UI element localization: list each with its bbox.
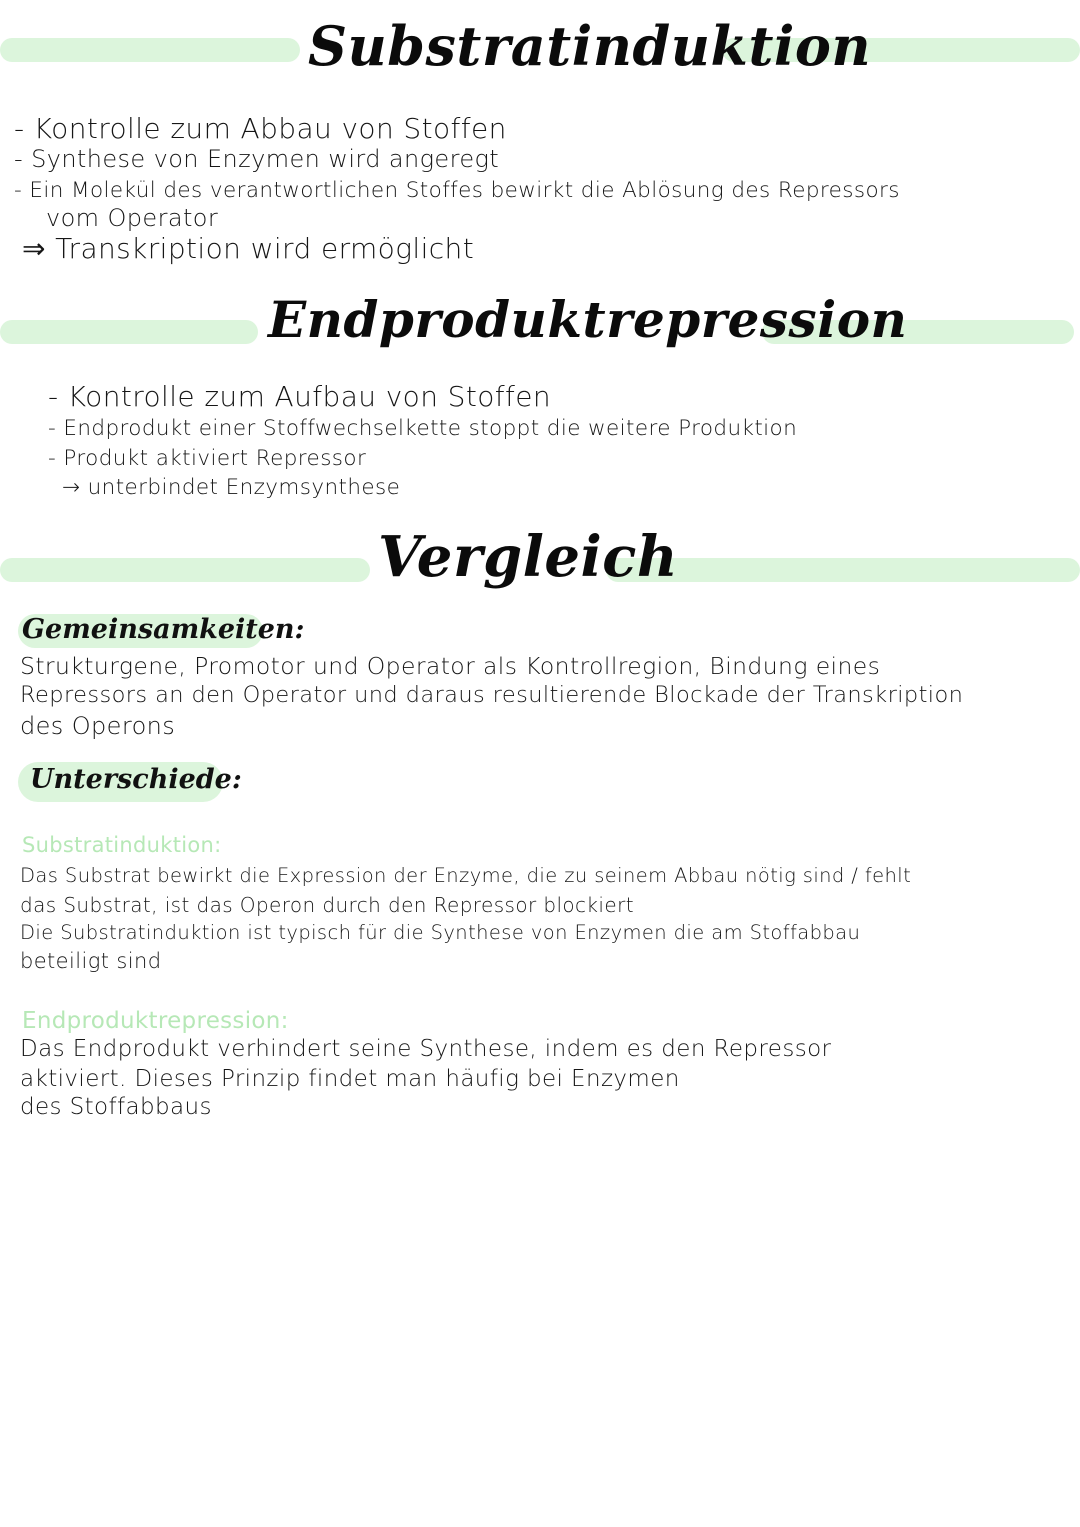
endprodukt-item-4: → unterbindet Enzymsynthese xyxy=(62,475,401,500)
substrat-item-4: vom Operator xyxy=(46,204,219,232)
section-title-substratinduktion: Substratinduktion xyxy=(308,14,872,78)
gemeinsamkeiten-line-2: Repressors an den Operator und daraus resultierende Blockade der Transkription xyxy=(20,682,964,708)
unterschiede-substrat-line-4: beteiligt sind xyxy=(20,949,162,973)
unterschiede-substrat-line-3: Die Substratinduktion ist typisch für die Synthese von Enzymen die am Stoffabbau xyxy=(20,921,861,944)
endprodukt-item-2: - Endprodukt einer Stoffwechselkette stoppt die weitere Produktion xyxy=(48,416,798,441)
gemeinsamkeiten-line-3: des Operons xyxy=(20,712,176,740)
endprodukt-item-1: - Kontrolle zum Aufbau von Stoffen xyxy=(48,380,552,413)
unterschiede-substrat-line-1: Das Substrat bewirkt die Expression der Enzyme, die zu seinem Abbau nötig sind / fehlt xyxy=(20,864,912,887)
endprodukt-item-3: - Produkt aktiviert Repressor xyxy=(48,446,367,471)
section-title-endproduktrepression: Endproduktrepression xyxy=(268,290,908,349)
title-highlight-left xyxy=(0,320,258,344)
unterschiede-heading: Unterschiede: xyxy=(30,764,242,795)
section-title-vergleich: Vergleich xyxy=(378,524,679,590)
substrat-item-1: - Kontrolle zum Abbau von Stoffen xyxy=(14,112,507,145)
unterschiede-endprodukt-line-1: Das Endprodukt verhindert seine Synthese, indem es den Repressor xyxy=(20,1036,832,1062)
unterschiede-endprodukt-line-3: des Stoffabbaus xyxy=(20,1094,212,1120)
endprodukt-label: Endproduktrepression: xyxy=(22,1008,289,1034)
unterschiede-endprodukt-line-2: aktiviert. Dieses Prinzip findet man häufig bei Enzymen xyxy=(20,1066,680,1092)
substrat-label: Substratinduktion: xyxy=(22,833,222,857)
gemeinsamkeiten-heading: Gemeinsamkeiten: xyxy=(22,614,305,645)
substrat-item-3: - Ein Molekül des verantwortlichen Stoffes bewirkt die Ablösung des Repressors xyxy=(14,178,900,203)
unterschiede-substrat-line-2: das Substrat, ist das Operon durch den Repressor blockiert xyxy=(20,893,634,917)
title-highlight-left xyxy=(0,558,370,582)
gemeinsamkeiten-line-1: Strukturgene, Promotor und Operator als Kontrollregion, Bindung eines xyxy=(20,652,881,680)
substrat-item-2: - Synthese von Enzymen wird angeregt xyxy=(14,145,500,173)
title-highlight-left xyxy=(0,38,300,62)
substrat-item-5: ⇒ Transkription wird ermöglicht xyxy=(22,232,475,265)
